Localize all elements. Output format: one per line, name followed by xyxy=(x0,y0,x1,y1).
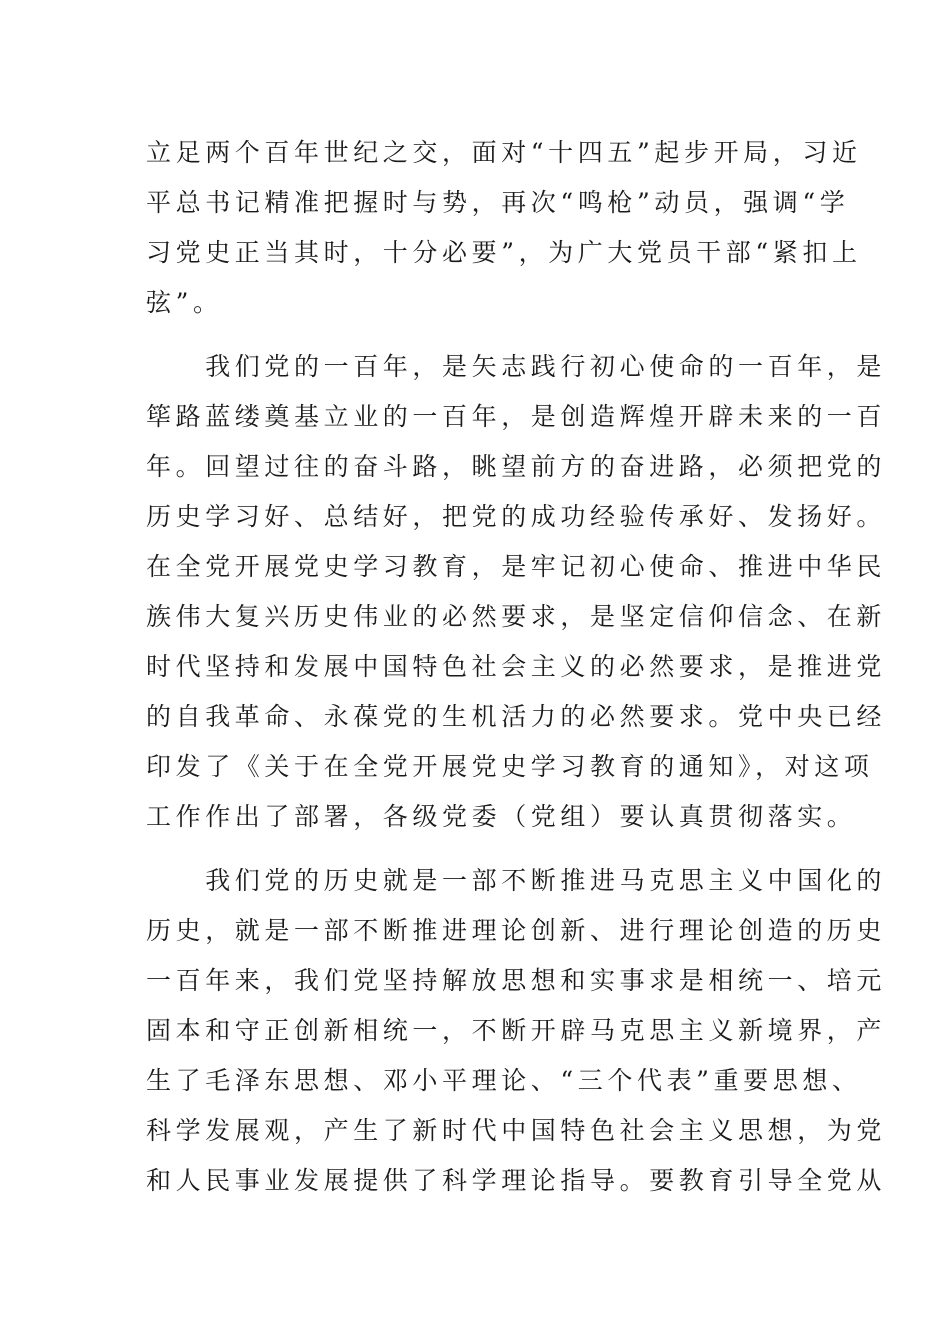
text-line: 时代坚持和发展中国特色社会主义的必然要求，是推进党 xyxy=(146,652,887,681)
text-line: 的自我革命、永葆党的生机活力的必然要求。党中央已经 xyxy=(146,702,887,731)
text-line: 我们党的一百年，是矢志践行初心使命的一百年，是 xyxy=(146,352,887,381)
text-line: 历史学习好、总结好，把党的成功经验传承好、发扬好。 xyxy=(146,502,887,531)
text-line: 在全党开展党史学习教育，是牢记初心使命、推进中华民 xyxy=(146,552,887,581)
text-line: 和人民事业发展提供了科学理论指导。要教育引导全党从 xyxy=(146,1166,887,1195)
text-line: 习党史正当其时，十分必要”，为广大党员干部“紧扣上 xyxy=(146,238,862,267)
text-line: 筚路蓝缕奠基立业的一百年，是创造辉煌开辟未来的一百 xyxy=(146,402,887,431)
text-line: 年。回望过往的奋斗路，眺望前方的奋进路，必须把党的 xyxy=(146,452,887,481)
paragraph-3 xyxy=(146,856,887,1206)
text-line: 我们党的历史就是一部不断推进马克思主义中国化的 xyxy=(146,866,887,895)
text-line: 弦”。 xyxy=(146,288,223,317)
text-line: 一百年来，我们党坚持解放思想和实事求是相统一、培元 xyxy=(146,966,887,995)
text-line: 科学发展观，产生了新时代中国特色社会主义思想，为党 xyxy=(146,1116,887,1145)
text-line: 生了毛泽东思想、邓小平理论、“三个代表”重要思想、 xyxy=(146,1066,862,1095)
text-line: 族伟大复兴历史伟业的必然要求，是坚定信仰信念、在新 xyxy=(146,602,887,631)
text-line: 印发了《关于在全党开展党史学习教育的通知》，对这项 xyxy=(146,752,874,781)
text-line: 立足两个百年世纪之交，面对“十四五”起步开局，习近 xyxy=(146,138,862,167)
paragraph-1 xyxy=(146,128,862,328)
text-line: 历史，就是一部不断推进理论创新、进行理论创造的历史 xyxy=(146,916,887,945)
text-line: 固本和守正创新相统一，不断开辟马克思主义新境界，产 xyxy=(146,1016,887,1045)
text-line: 平总书记精准把握时与势，再次“鸣枪”动员，强调“学 xyxy=(146,188,850,217)
text-line: 工作作出了部署，各级党委（党组）要认真贯彻落实。 xyxy=(146,802,857,831)
paragraph-2 xyxy=(146,342,887,842)
